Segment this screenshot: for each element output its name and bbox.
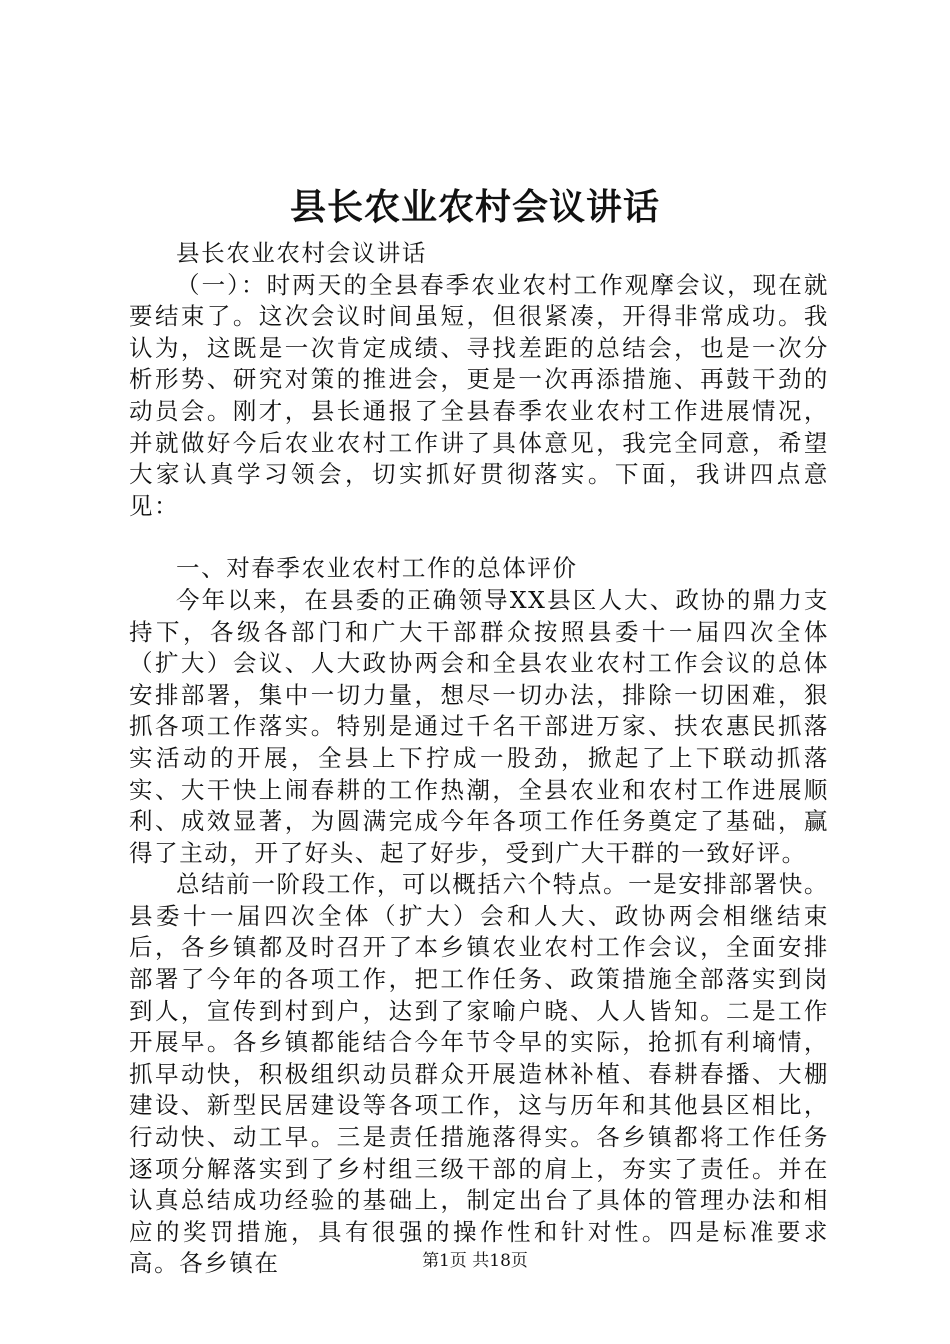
page-number: 第1页 共18页: [422, 1251, 528, 1271]
section-heading: 一、对春季农业农村工作的总体评价: [176, 554, 578, 583]
paragraph-summary: 总结前一阶段工作，可以概括六个特点。一是安排部署快。县委十一届四次全体（扩大）会和人大、政协两会相继结束后，各乡镇都及时召开了本乡镇农业农村工作会议，全面安排部署了今年的各项工作，把工作任务、政策措施全部落实到岗到人，宣传到村到户，达到了家喻户晓、人人皆知。二是工作开展早。各乡镇都能结合今年节令早的实际，抢抓有利墒情，抓早动快，积极组织动员群众开展造林补植、春耕春播、大棚建设、新型民居建设等各项工作，这与历年和其他县区相比，行动快、动工早。三是责任措施落得实。各乡镇都将工作任务逐项分解落实到了乡村组三级干部的肩上，夯实了责任。并在认真总结成功经验的基础上，制定出台了具体的管理办法和相应的奖罚措施，具有很强的操作性和针对性。四是标准要求高。各乡镇在: [129, 870, 829, 1278]
document-body: [129, 238, 829, 1280]
paragraph-opening: （一）：时两天的全县春季农业农村工作观摩会议，现在就要结束了。这次会议时间虽短，但很紧凑，开得非常成功。我认为，这既是一次肯定成绩、寻找差距的总结会，也是一次分析形势、研究对策的推进会，更是一次再添措施、再鼓干劲的动员会。刚才，县长通报了全县春季农业农村工作进展情况，并就做好今后农业农村工作讲了具体意见，我完全同意，希望大家认真学习领会，切实抓好贯彻落实。下面，我讲四点意见：: [129, 270, 829, 520]
subtitle-paragraph: 县长农业农村会议讲话: [176, 239, 427, 267]
paragraph-evaluation: 今年以来，在县委的正确领导XX县区人大、政协的鼎力支持下，各级各部门和广大干部群众按照县委十一届四次全体（扩大）会议、人大政协两会和全县农业农村工作会议的总体安排部署，集中一切力量，想尽一切办法，排除一切困难，狠抓各项工作落实。特别是通过千名干部进万家、扶农惠民抓落实活动的开展，全县上下拧成一股劲，掀起了上下联动抓落实、大干快上闹春耕的工作热潮，全县农业和农村工作进展顺利、成效显著，为圆满完成今年各项工作任务奠定了基础，赢得了主动，开了好头、起了好步，受到广大干群的一致好评。: [129, 585, 829, 867]
document-title: 县长农业农村会议讲话: [289, 186, 660, 228]
